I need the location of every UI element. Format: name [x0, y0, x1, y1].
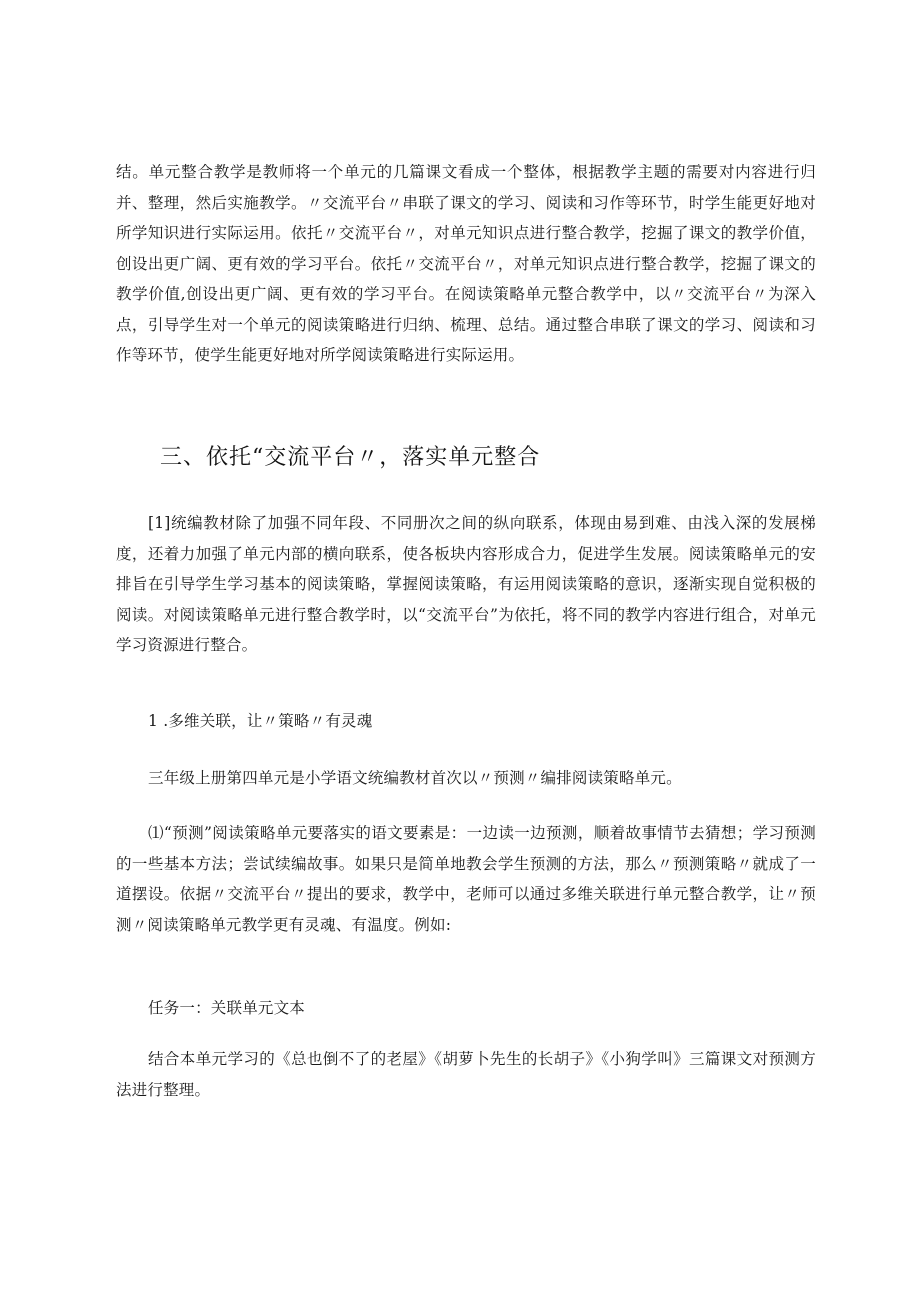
paragraph-unit-integration: [1]统编教材除了加强不同年段、不同册次之间的纵向联系，体现由易到难、由浅入深的发展梯度，还着力加强了单元内部的横向联系，使各板块内容形成合力，促进学生发展。阅读策略单元的安排旨在引导学生学习基本的阅读策略，掌握阅读策略，有运用阅读策略的意识，逐渐实现自觉积极的阅读。对阅读策略单元进行整合教学时，以“交流平台”为依托，将不同的教学内容进行组合，对单元学习资源进行整合。 — [116, 514, 816, 654]
paragraph-prediction-strategy: ⑴“预测”阅读策略单元要落实的语文要素是：一边读一边预测，顺着故事情节去猜想；学习预测的一些基本方法；尝试续编故事。如果只是简单地教会学生预测的方法，那么〃预测策略〃就成了一道摆设。依据〃交流平台〃提出的要求，教学中，老师可以通过多维关联进行单元整合教学，让〃预测〃阅读策略单元教学更有灵魂、有温度。例如: — [116, 824, 816, 934]
paragraph-task-one: 结合本单元学习的《总也倒不了的老屋》《胡萝卜先生的长胡子》《小狗学叫》三篇课文对预测方法进行整理。 — [116, 1050, 816, 1099]
subheading-multi-association: 1 .多维关联，让〃策略〃有灵魂 — [148, 712, 373, 730]
section-heading: 三、依托“交流平台〃，落实单元整合 — [160, 445, 541, 470]
task-one-label: 任务一：关联单元文本 — [148, 999, 306, 1017]
paragraph-grade-three-unit: 三年级上册第四单元是小学语文统编教材首次以〃预测〃编排阅读策略单元。 — [148, 769, 682, 787]
intro-paragraph: 结。单元整合教学是教师将一个单元的几篇课文看成一个整体，根据教学主题的需要对内容进行归并、整理，然后实施教学。〃交流平台〃串联了课文的学习、阅读和习作等环节，时学生能更好地对所学知识进行实际运用。依托〃交流平台〃，对单元知识点进行整合教学，挖掘了课文的教学价值，创设出更广阔、更有效的学习平台。依托〃交流平台〃，对单元知识点进行整合教学，挖掘了课文的教学价值,创设出更广阔、更有效的学习平台。在阅读策略单元整合教学中，以〃交流平台〃为深入点，引导学生对一个单元的阅读策略进行归纳、梳理、总结。通过整合串联了课文的学习、阅读和习作等环节，使学生能更好地对所学阅读策略进行实际运用。 — [116, 163, 816, 364]
